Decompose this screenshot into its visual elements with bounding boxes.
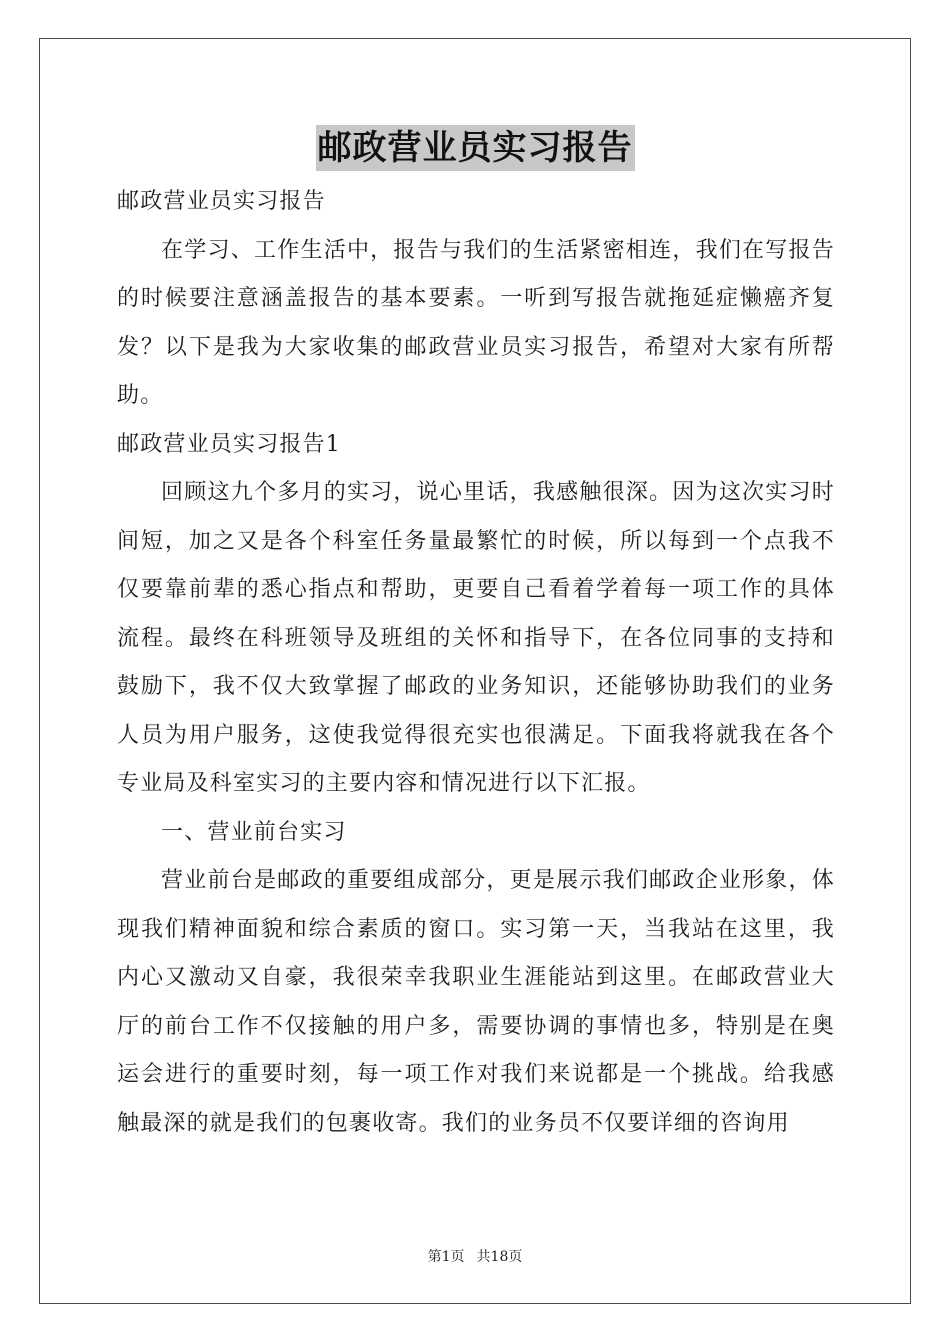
intro-paragraph: 在学习、工作生活中，报告与我们的生活紧密相连，我们在写报告的时候要注意涵盖报告的基本要素。一听到写报告就拖延症懒癌齐复发？以下是我为大家收集的邮政营业员实习报告，希望对大家有所帮助。	[117, 237, 835, 408]
body-paragraph: 回顾这九个多月的实习，说心里话，我感触很深。因为这次实习时间短，加之又是各个科室任务量最繁忙的时候，所以每到一个点我不仅要靠前辈的悉心指点和帮助，更要自己看着学着每一项工作的具体流程。最终在科班领导及班组的关怀和指导下，在各位同事的支持和鼓励下，我不仅大致掌握了邮政的业务知识，还能够协助我们的业务人员为用户服务，这使我觉得很充实也很满足。下面我将就我在各个专业局及科室实习的主要内容和情况进行以下汇报。	[117, 480, 835, 796]
body-paragraph: 营业前台是邮政的重要组成部分，更是展示我们邮政企业形象，体现我们精神面貌和综合素质的窗口。实习第一天，当我站在这里，我内心又激动又自豪，我很荣幸我职业生涯能站到这里。在邮政营业大厅的前台工作不仅接触的用户多，需要协调的事情也多，特别是在奥运会进行的重要时刻，每一项工作对我们来说都是一个挑战。给我感触最深的就是我们的包裹收寄。我们的业务员不仅要详细的咨询用	[117, 868, 835, 1136]
page-footer	[0, 1246, 950, 1266]
page-number: 第1页	[427, 1249, 465, 1265]
subtitle-paragraph: 邮政营业员实习报告	[117, 189, 326, 214]
section-heading: 邮政营业员实习报告1	[117, 431, 341, 457]
document-body	[117, 178, 835, 1148]
subsection-heading: 一、营业前台实习	[161, 819, 347, 845]
document-title: 邮政营业员实习报告	[316, 125, 635, 171]
page-total: 共18页	[476, 1249, 523, 1265]
title-container	[0, 125, 950, 171]
